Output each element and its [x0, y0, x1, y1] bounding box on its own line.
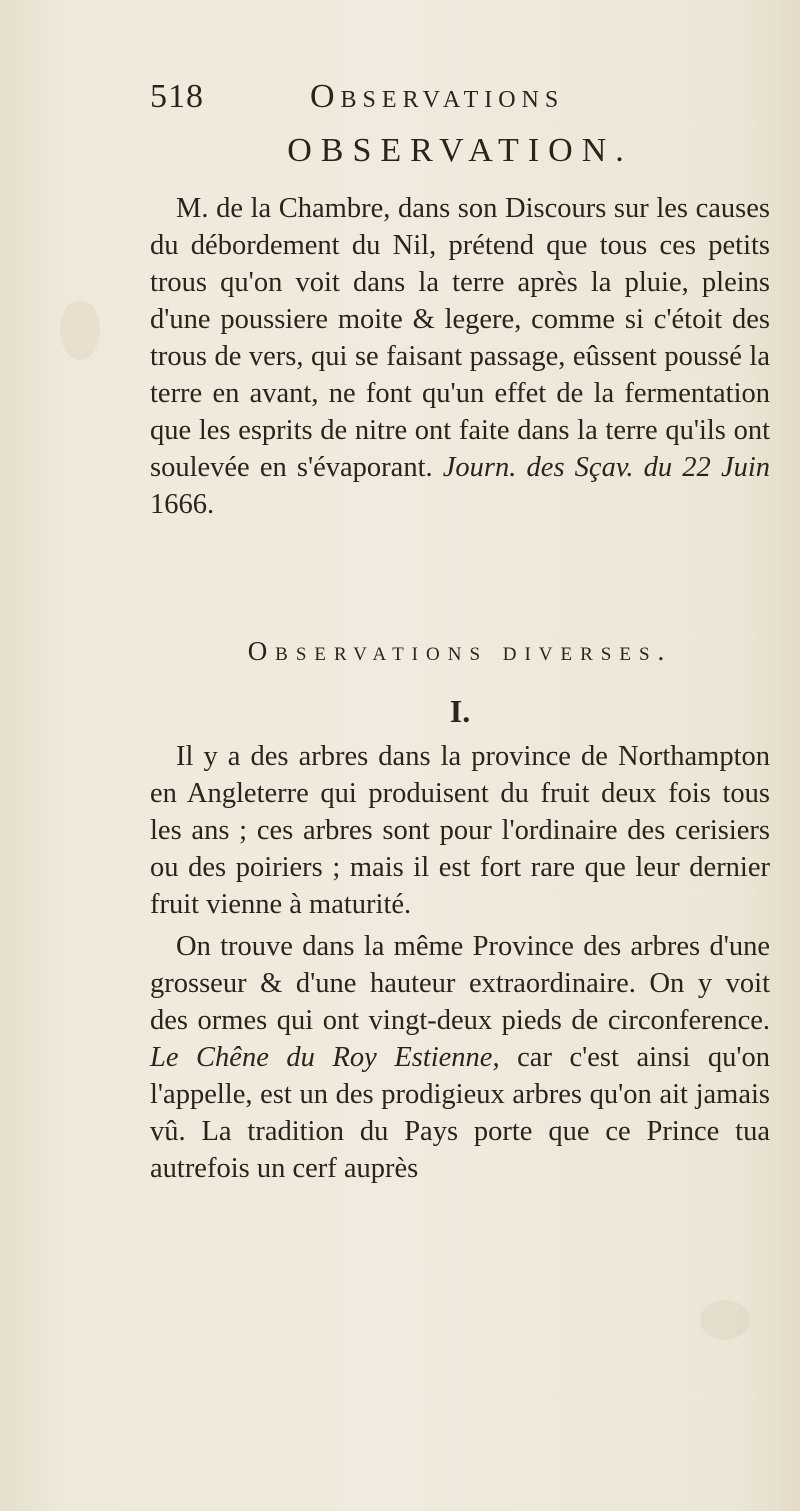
observation-paragraph	[150, 190, 770, 523]
citation-year: 1666.	[150, 489, 215, 520]
paragraph-text: M. de la Chambre, dans son Discours sur les causes du débordement du Nil, prétend que tous ces petits trous qu'on voit dans la terre après la pluie, pleins d'une poussiere moite & legere, comme si c'étoit des trous de vers, qui se faisant passage, eûssent poussé la terre en avant, ne font qu'un effet de la fermentation que les esprits de nitre ont faite dans la terre qu'ils ont soulevée en s'évaporant.	[150, 193, 770, 483]
running-title: Observations	[310, 78, 565, 115]
province-trees-paragraph	[150, 928, 770, 1187]
section-title: OBSERVATION.	[287, 132, 633, 169]
section-numeral: I.	[449, 693, 471, 729]
diverses-title: Observations diverses.	[247, 636, 673, 666]
paragraph-text: On trouve dans la même Province des arbres d'une grosseur & d'une hauteur extraordinaire. On y voit des ormes qui ont vingt-deux pieds de circonference.	[150, 931, 770, 1036]
citation-journal: Journ. des Sçav. du 22 Juin	[442, 452, 771, 483]
paper-stain	[700, 1300, 750, 1340]
page-number: 518	[150, 78, 204, 115]
paragraph-text: , car c'est ainsi qu'on l'appelle, est un des prodigieux arbres qu'on ait jamais vû. La tradition du Pays porte que ce Prince tua autrefois un cerf auprès	[150, 1042, 770, 1184]
northampton-paragraph: Il y a des arbres dans la province de Northampton en Angleterre qui produisent du fruit deux fois tous les ans ; ces arbres sont pour l'ordinaire des cerisiers ou des poiriers ; mais il est fort rare que leur dernier fruit vienne à maturité.	[150, 741, 770, 920]
oak-name: Le Chêne du Roy Estienne	[150, 1042, 493, 1073]
paper-stain	[60, 300, 100, 360]
